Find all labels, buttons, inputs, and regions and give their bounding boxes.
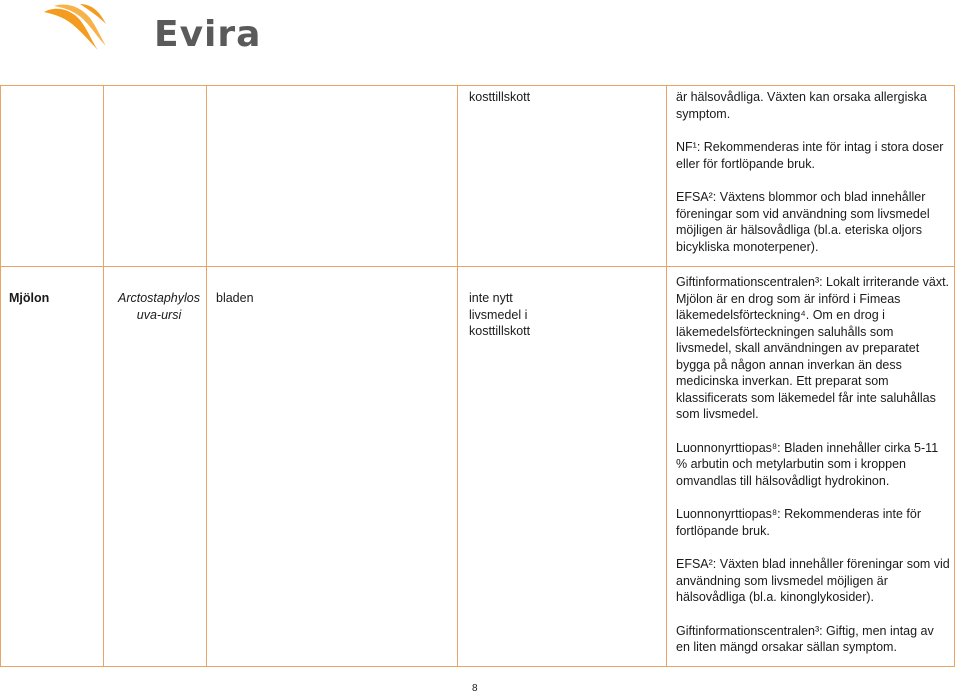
row1-notes (676, 89, 951, 255)
plant-part: bladen (216, 291, 254, 305)
table-border (0, 85, 1, 667)
plant-name: Mjölon (9, 291, 50, 305)
note-paragraph: NF¹: Rekommenderas inte för intag i stora doser eller för fortlöpande bruk. (676, 140, 944, 171)
column-divider (666, 85, 667, 667)
row2-notes (676, 274, 951, 656)
note-paragraph: Mjölon är en drog som är införd i Fimeas läkemedelsförteckning⁴. Om en drog i läkemedelsförteckningen saluhålls som livsmedel, skall användningen av preparatet bygga på någon annan inverkan än dess medicinska inverkan. Ett preparat som klassificerats som läkemedel får inte saluhållas som livsmedel. (676, 291, 936, 421)
plant-status: inte nytt livsmedel i kosttillskott (469, 291, 531, 338)
table-border (0, 666, 955, 667)
note-paragraph: EFSA²: Växtens blommor och blad innehåller föreningar som vid användning som livsmedel möjligen är hälsovådliga (bl.a. eteriska oljors bicykliska monoterpener). (676, 190, 930, 254)
table-border (0, 85, 955, 86)
note-paragraph: Luonnonyrttiopas⁸: Rekommenderas inte för fortlöpande bruk. (676, 507, 921, 538)
page-number: 8 (472, 683, 478, 694)
plant-table (0, 85, 955, 667)
note-paragraph: är hälsovådliga. Växten kan orsaka allergiska symptom. (676, 90, 927, 121)
column-divider (457, 85, 458, 667)
column-divider (206, 85, 207, 667)
column-divider (103, 85, 104, 667)
row1-status: kosttillskott (469, 90, 531, 104)
note-paragraph: EFSA²: Växten blad innehåller föreningar som vid användning som livsmedel möjligen är hälsovådliga (bl.a. kinonglykosider). (676, 557, 950, 604)
note-paragraph: Giftinformationscentralen³: Lokalt irriterande växt. (676, 275, 950, 289)
table-border (954, 85, 955, 667)
logo-wordmark: Evira (154, 14, 262, 55)
note-paragraph: Luonnonyrttiopas⁸: Bladen innehåller cirka 5-11 % arbutin och metylarbutin som i kroppen omvandlas till hälsovådligt hydrokinon. (676, 440, 939, 488)
evira-logo (40, 2, 262, 55)
plant-latin-name: Arctostaphylos uva-ursi (118, 291, 200, 322)
logo-swirl-icon (40, 2, 120, 54)
row-divider (0, 266, 955, 267)
note-paragraph: Giftinformationscentralen³: Giftig, men intag av en liten mängd orsakar sällan symptom. (676, 623, 934, 654)
